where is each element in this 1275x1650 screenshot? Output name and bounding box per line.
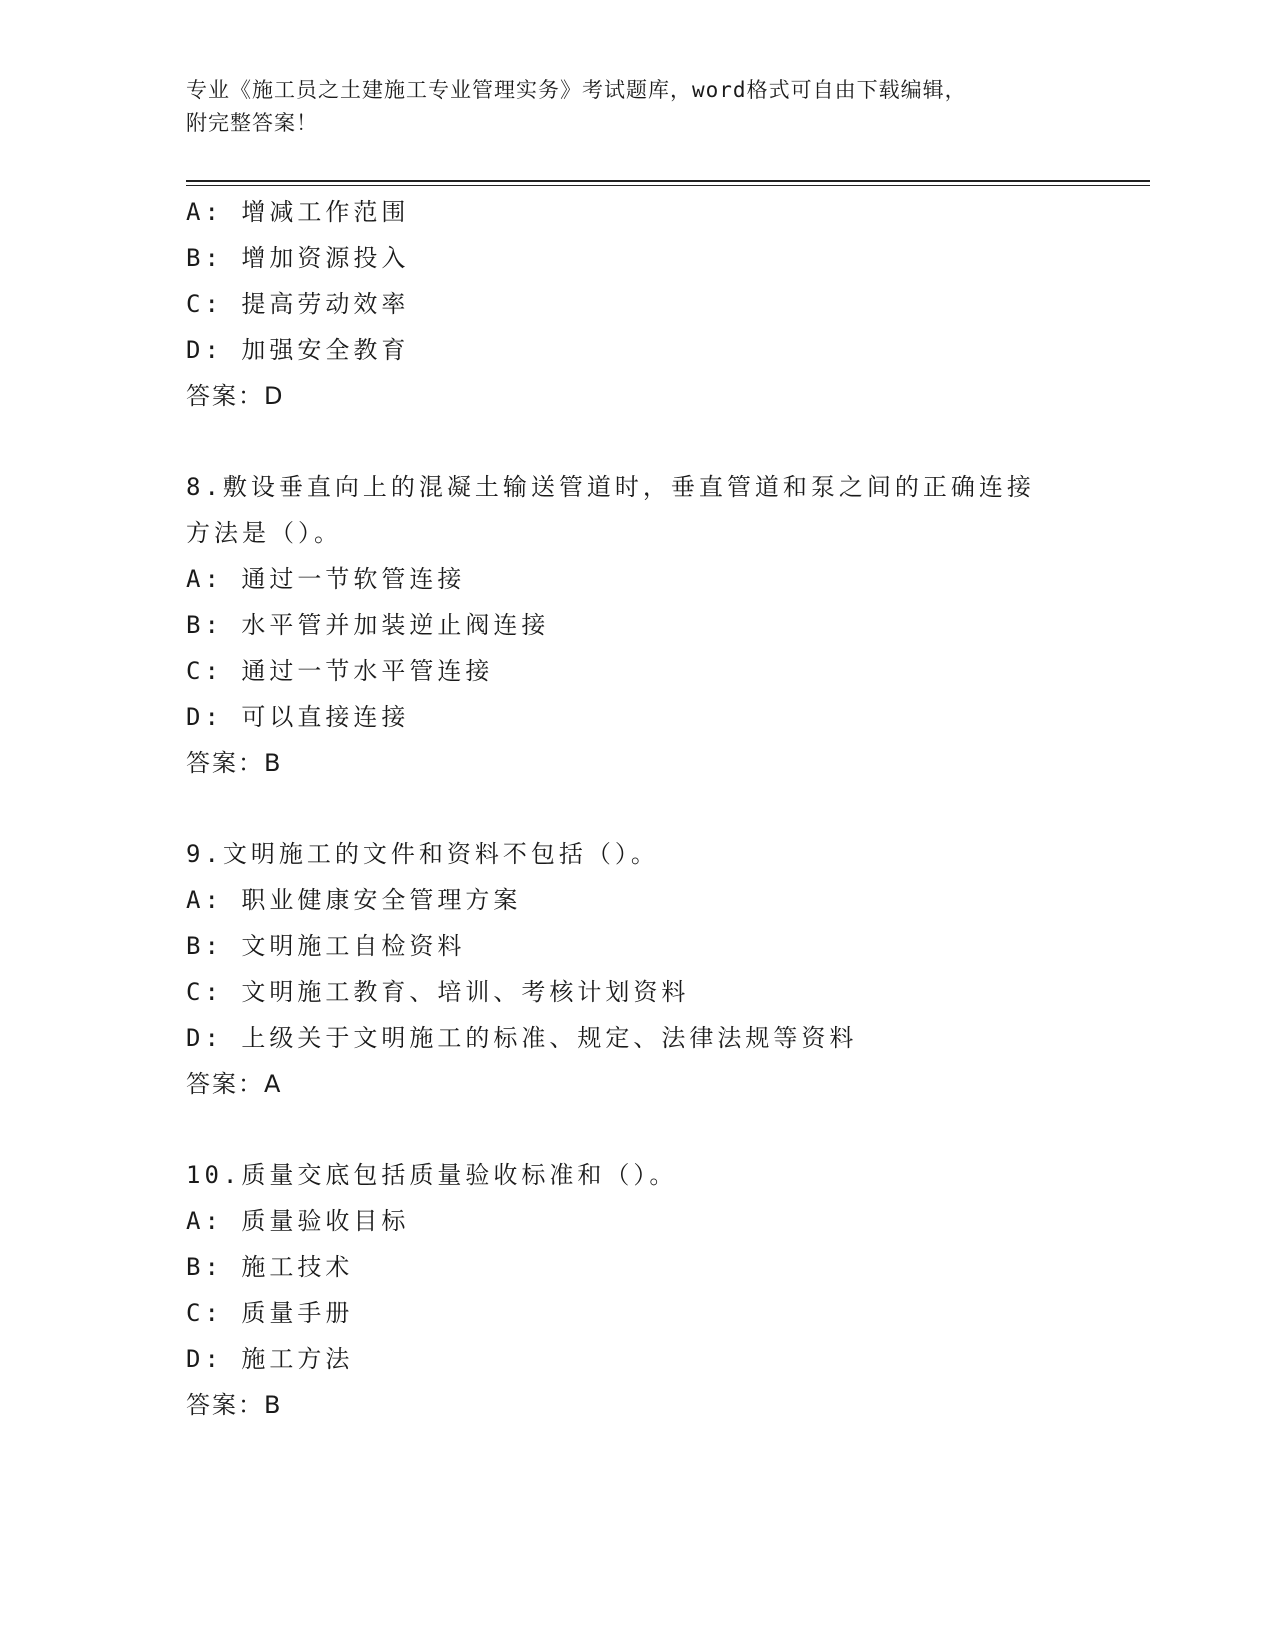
answer: 答案：B xyxy=(186,1391,283,1419)
option-a: A: 职业健康安全管理方案 xyxy=(186,886,522,914)
option-a: A: 增减工作范围 xyxy=(186,198,410,226)
header-line-2: 附完整答案！ xyxy=(186,111,318,135)
question-9 xyxy=(186,831,1146,1107)
question-prev xyxy=(186,189,1146,419)
header-line-1: 专业《施工员之土建施工专业管理实务》考试题库，word格式可自由下载编辑， xyxy=(186,78,967,102)
answer: 答案：B xyxy=(186,749,283,777)
option-d: D: 加强安全教育 xyxy=(186,336,410,364)
document-header xyxy=(186,74,1086,140)
option-b: B: 水平管并加装逆止阀连接 xyxy=(186,611,550,639)
option-d: D: 可以直接连接 xyxy=(186,703,410,731)
option-c: C: 质量手册 xyxy=(186,1299,354,1327)
question-text-cont: 方法是（）。 xyxy=(186,519,342,547)
question-list xyxy=(186,189,1146,1428)
option-a: A: 质量验收目标 xyxy=(186,1207,410,1235)
option-b: B: 增加资源投入 xyxy=(186,244,410,272)
question-8 xyxy=(186,464,1146,786)
header-divider-thin xyxy=(186,185,1150,186)
option-b: B: 施工技术 xyxy=(186,1253,354,1281)
option-c: C: 通过一节水平管连接 xyxy=(186,657,494,685)
option-a: A: 通过一节软管连接 xyxy=(186,565,466,593)
option-b: B: 文明施工自检资料 xyxy=(186,932,466,960)
answer: 答案：D xyxy=(186,382,285,410)
option-c: C: 提高劳动效率 xyxy=(186,290,410,318)
header-divider-thick xyxy=(186,180,1150,182)
question-text: 8.敷设垂直向上的混凝土输送管道时，垂直管道和泵之间的正确连接 xyxy=(186,473,1035,501)
question-text: 9.文明施工的文件和资料不包括（）。 xyxy=(186,840,659,868)
question-10 xyxy=(186,1152,1146,1428)
option-c: C: 文明施工教育、培训、考核计划资料 xyxy=(186,978,690,1006)
option-d: D: 上级关于文明施工的标准、规定、法律法规等资料 xyxy=(186,1024,858,1052)
question-text: 10.质量交底包括质量验收标准和（）。 xyxy=(186,1161,678,1189)
option-d: D: 施工方法 xyxy=(186,1345,354,1373)
answer: 答案：A xyxy=(186,1070,283,1098)
